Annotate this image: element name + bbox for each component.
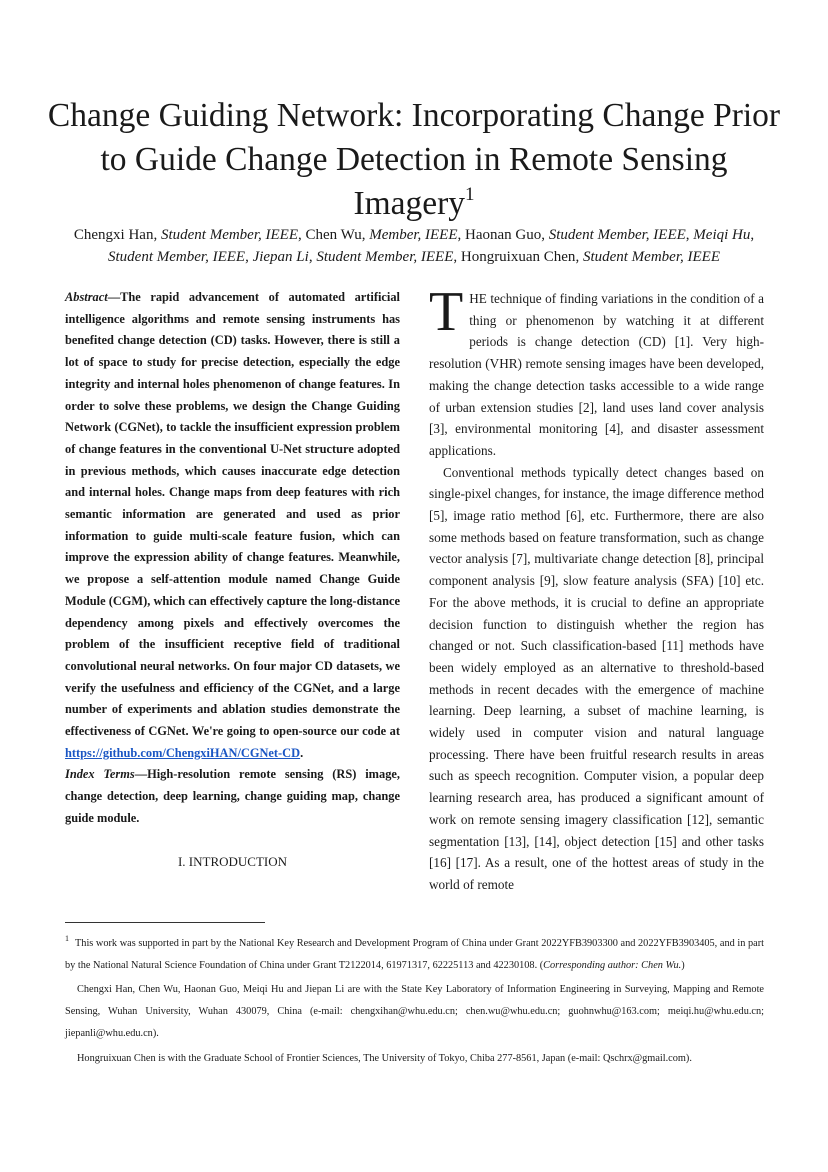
abstract bbox=[65, 287, 400, 764]
title-footnote-mark: 1 bbox=[465, 184, 475, 206]
intro-paragraph-1 bbox=[429, 281, 764, 462]
author-role: Student Member, IEEE bbox=[108, 249, 246, 265]
abstract-column bbox=[65, 287, 400, 830]
author-role: Student Member, IEEE bbox=[548, 227, 686, 243]
author-role: Student Member, IEEE bbox=[316, 249, 454, 265]
abstract-text: —The rapid advancement of automated artificial intelligence algorithms and remote sensing instruments has benefited change detection (CD) tasks. However, there is still a lot of space to study for precise detection, especially the edge integrity and internal holes phenomenon of change features. In order to solve these problems, we design the Change Guiding Network (CGNet), to tackle the insufficient expression problem of change features in the conventional U-Net structure adopted in previous methods, which causes inaccurate edge detection and internal holes. Change maps from deep features with rich semantic information are generated and used as prior information to guide multi-scale feature fusion, which can improve the expression ability of change features. Meanwhile, we propose a self-attention module named Change Guide Module (CGM), which can effectively capture the long-distance dependency among pixels and effectively overcomes the problem of the insufficient receptive field of traditional convolutional neural networks. On four major CD datasets, we verify the usefulness and efficiency of the CGNet, and a large number of experiments and ablation studies demonstrate the effectiveness of CGNet. We're going to open-source our code at bbox=[65, 290, 400, 739]
author-name: Hongruixuan Chen bbox=[460, 249, 576, 265]
author-list: Chengxi Han, Student Member, IEEE, Chen Wu, Member, IEEE, Haonan Guo, Student Member, IEEE, Meiqi Hu, Student Member, IEEE, Jiepan Li, Student Member, IEEE, Hongruixuan Chen, Student Member, IEEE bbox=[73, 227, 755, 265]
abstract-end: . bbox=[300, 745, 304, 760]
index-terms-lead: Index Terms bbox=[65, 767, 135, 782]
author-role: Member, IEEE bbox=[369, 227, 458, 243]
footnote-affiliation-whu: Chengxi Han, Chen Wu, Haonan Guo, Meiqi Hu and Jiepan Li are with the State Key Laboratory of Information Engineering in Surveying, Mapping and Remote Sensing, Wuhan University, Wuhan 430079, China (e-mail: chengxihan@whu.edu.cn; chen.wu@whu.edu.cn; guohnwhu@163.com; meiqi.hu@whu.edu.cn; jiepanli@whu.edu.cn). bbox=[65, 984, 764, 1039]
footnote-divider bbox=[65, 922, 265, 923]
footnote-funding-text: This work was supported in part by the National Key Research and Development Program of China under Grant 2022YFB3903300 and 2022YFB3903405, and in part by the National Natural Science Foundation of China under Grant T2122014, 61971317, 62225113 and 42230108. ( bbox=[65, 938, 764, 971]
index-terms-text: —High-resolution remote sensing (RS) image, change detection, deep learning, change guiding map, change guide module. bbox=[65, 767, 400, 825]
intro-paragraph-1-text: HE technique of finding variations in the condition of a thing or phenomenon by watching it at different periods is change detection (CD) [1]. Very high-resolution (VHR) remote sensing images have been developed, making the change detection tasks accessible to a wide range of urban extension studies [2], land uses land cover analysis [3], environmental monitoring [4], and disaster assessment applications. bbox=[429, 291, 764, 458]
footnote-affiliation-tokyo: Hongruixuan Chen is with the Graduate School of Frontier Sciences, The University of Tokyo, Chiba 277-8561, Japan (e-mail: Qschrx@gmail.com). bbox=[77, 1052, 692, 1064]
paper-title bbox=[40, 94, 788, 226]
author-name: Haonan Guo bbox=[465, 227, 542, 243]
code-link[interactable]: https://github.com/ChengxiHAN/CGNet-CD bbox=[65, 745, 301, 760]
author-role: Student Member, IEEE bbox=[160, 227, 298, 243]
author-role: Student Member, IEEE bbox=[582, 249, 720, 265]
footnote-funding-end: ) bbox=[681, 959, 685, 971]
footnotes bbox=[65, 933, 764, 1072]
author-name: Chengxi Han bbox=[73, 227, 154, 243]
abstract-lead: Abstract bbox=[65, 290, 108, 304]
author-name: Chen Wu bbox=[305, 227, 362, 243]
footnote-mark: 1 bbox=[65, 934, 69, 943]
corresponding-author: Corresponding author: Chen Wu. bbox=[543, 959, 682, 971]
author-name: Jiepan Li bbox=[252, 249, 309, 265]
author-name: Meiqi Hu bbox=[693, 227, 751, 243]
title-text: Change Guiding Network: Incorporating Change Prior to Guide Change Detection in Remote Sensing Imagery bbox=[47, 97, 781, 223]
intro-paragraph-2: Conventional methods typically detect changes based on single-pixel changes, for instance, the image difference method [5], image ratio method [6], etc. Furthermore, there are also some methods based on feature transformation, such as change vector analysis [7], multivariate change detection [8], principal component analysis [9], slow feature analysis (SFA) [10] etc. For the above methods, it is crucial to define an appropriate decision function to distinguish whether the region has changed or not. Such classification-based [11] methods have been widely employed as an alternative to threshold-based methods in recent decades with the emergence of machine learning. Deep learning, a subset of machine learning, is widely used in computer vision and natural language processing. There have been fruitful research results in areas such as speech recognition. Computer vision, a popular deep learning research area, has produced a significant amount of work on remote sensing imagery classification [12], semantic segmentation [13], [14], object detection [15] and other tasks [16] [17]. As a result, one of the hottest areas of study in the world of remote bbox=[429, 464, 764, 892]
introduction-column bbox=[429, 281, 764, 896]
drop-cap: T bbox=[429, 281, 464, 343]
footnote-funding bbox=[65, 933, 764, 976]
section-heading-introduction: I. INTRODUCTION bbox=[177, 854, 288, 869]
index-terms bbox=[65, 764, 400, 829]
